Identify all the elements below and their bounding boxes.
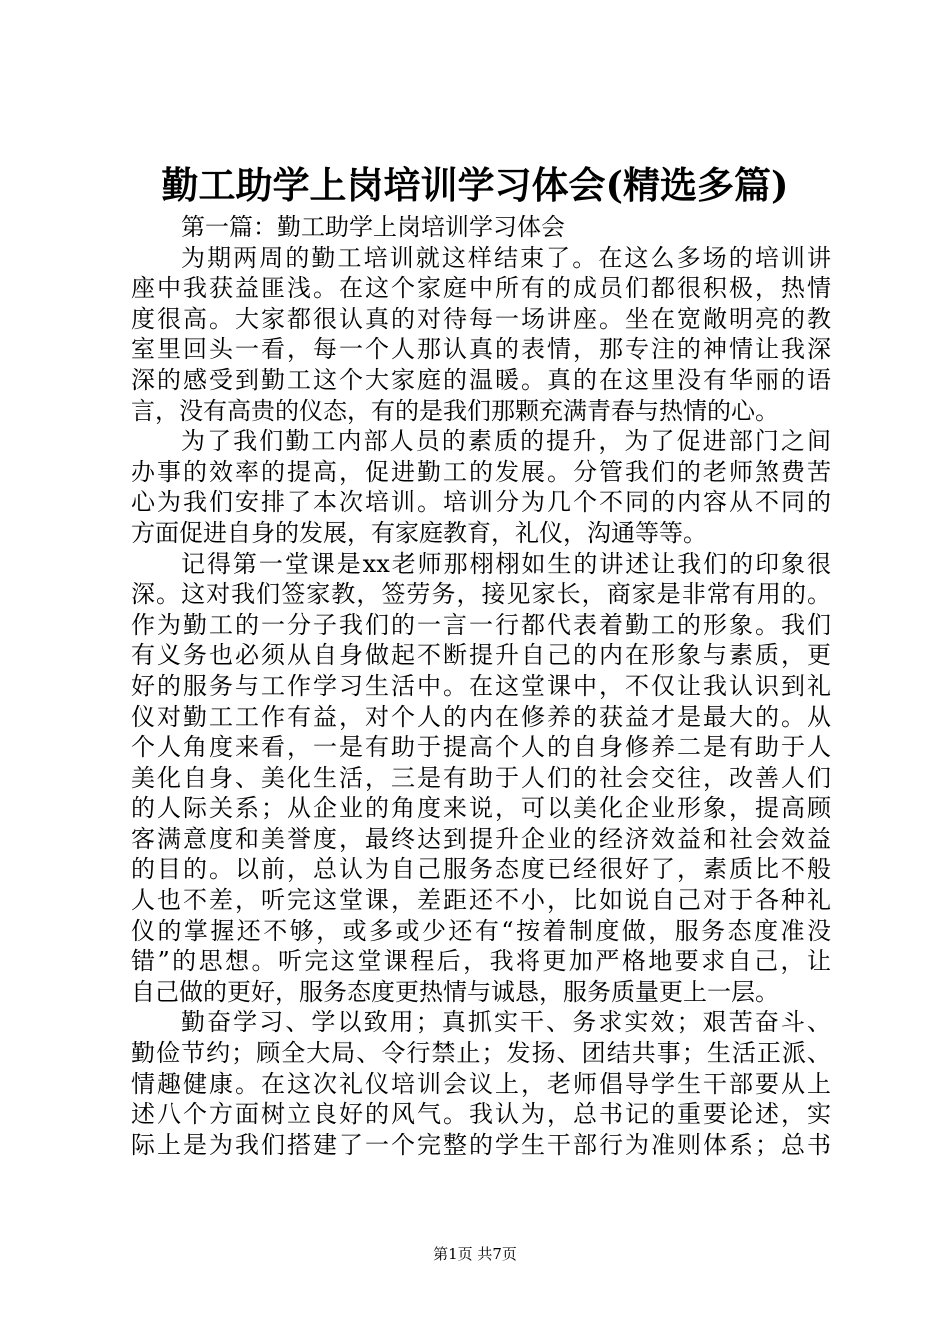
paragraph-line: 深的感受到勤工这个大家庭的温暖。真的在这里没有华丽的语 — [131, 365, 831, 394]
document-title: 勤工助学上岗培训学习体会(精选多篇) — [161, 163, 789, 207]
section-heading: 第一篇：勤工助学上岗培训学习体会 — [181, 213, 565, 241]
paragraph-line: 方面促进自身的发展，有家庭教育，礼仪，沟通等等。 — [131, 518, 707, 547]
paragraph-line: 错”的思想。听完这堂课程后，我将更加严格地要求自己，让 — [131, 947, 831, 976]
paragraph-line: 记得第一堂课是xx老师那栩栩如生的讲述让我们的印象很 — [181, 549, 831, 578]
paragraph-line: 个人角度来看，一是有助于提高个人的自身修养二是有助于人 — [131, 733, 831, 762]
paragraph-line: 心为我们安排了本次培训。培训分为几个不同的内容从不同的 — [131, 488, 831, 517]
document-body — [131, 212, 831, 1160]
page-footer: 第1页 共7页 — [433, 1245, 517, 1263]
paragraph-line: 好的服务与工作学习生活中。在这堂课中，不仅让我认识到礼 — [131, 671, 831, 700]
paragraph-line: 办事的效率的提高，促进勤工的发展。分管我们的老师煞费苦 — [131, 457, 831, 486]
paragraph-line: 的人际关系；从企业的角度来说，可以美化企业形象，提高顾 — [131, 794, 831, 823]
paragraph-line: 勤奋学习、学以致用；真抓实干、务求实效；艰苦奋斗、 — [181, 1008, 831, 1037]
paragraph-line: 为了我们勤工内部人员的素质的提升，为了促进部门之间 — [181, 427, 831, 456]
paragraph-line: 际上是为我们搭建了一个完整的学生干部行为准则体系；总书 — [131, 1130, 831, 1159]
paragraph-line: 客满意度和美誉度，最终达到提升企业的经济效益和社会效益 — [131, 824, 831, 853]
paragraph-line: 座中我获益匪浅。在这个家庭中所有的成员们都很积极，热情 — [131, 274, 831, 303]
paragraph-line: 为期两周的勤工培训就这样结束了。在这么多场的培训讲 — [181, 243, 831, 272]
paragraph-line: 仪对勤工工作有益，对个人的内在修养的获益才是最大的。从 — [131, 702, 831, 731]
paragraph-line: 室里回头一看，每一个人那认真的表情，那专注的神情让我深 — [131, 335, 831, 364]
paragraph-line: 有义务也必须从自身做起不断提升自己的内在形象与素质，更 — [131, 641, 831, 670]
paragraph-line: 述八个方面树立良好的风气。我认为，总书记的重要论述，实 — [131, 1100, 831, 1129]
paragraph-line: 人也不差，听完这堂课，差距还不小，比如说自己对于各种礼 — [131, 886, 831, 915]
paragraph-line: 美化自身、美化生活，三是有助于人们的社会交往，改善人们 — [131, 763, 831, 792]
paragraph-line: 自己做的更好，服务态度更热情与诚恳，服务质量更上一层。 — [131, 977, 779, 1006]
paragraph-line: 深。这对我们签家教，签劳务，接见家长，商家是非常有用的。 — [131, 580, 831, 609]
paragraph-line: 情趣健康。在这次礼仪培训会议上，老师倡导学生干部要从上 — [131, 1069, 831, 1098]
paragraph-line: 言，没有高贵的仪态，有的是我们那颗充满青春与热情的心。 — [131, 396, 779, 425]
paragraph-line: 勤俭节约；顾全大局、令行禁止；发扬、团结共事；生活正派、 — [131, 1039, 831, 1068]
paragraph-line: 的目的。以前，总认为自己服务态度已经很好了，素质比不般 — [131, 855, 831, 884]
paragraph-line: 度很高。大家都很认真的对待每一场讲座。坐在宽敞明亮的教 — [131, 304, 831, 333]
paragraph-line: 仪的掌握还不够，或多或少还有“按着制度做，服务态度准没 — [131, 916, 831, 945]
paragraph-line: 作为勤工的一分子我们的一言一行都代表着勤工的形象。我们 — [131, 610, 831, 639]
